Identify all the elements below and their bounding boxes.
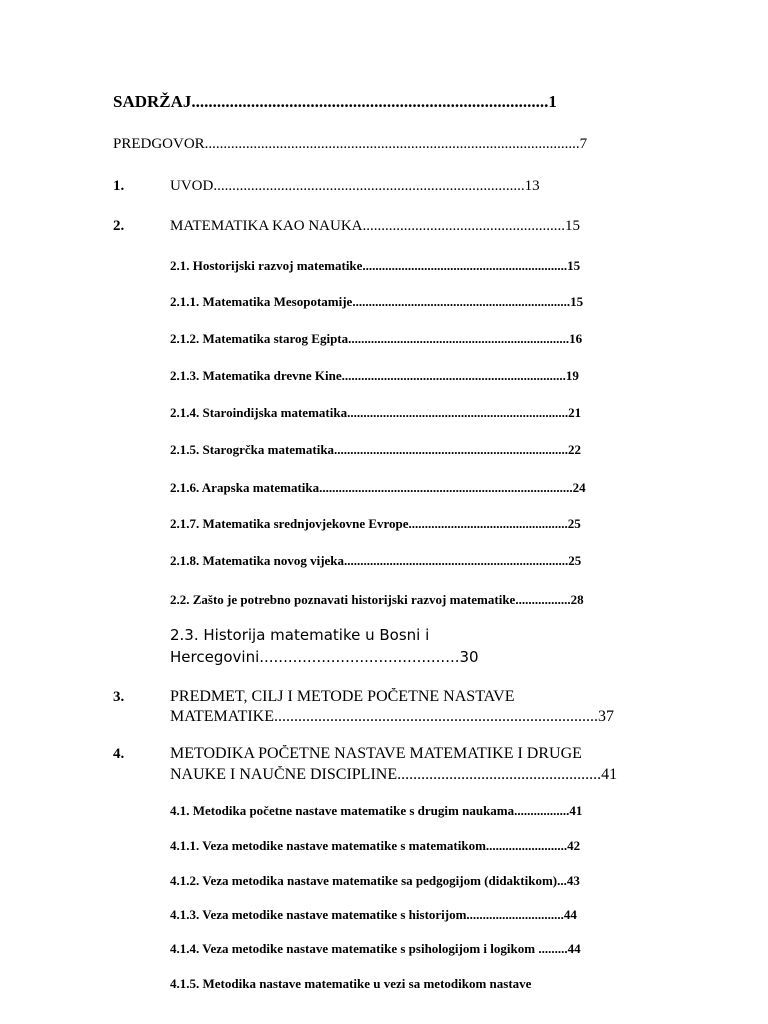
toc-predgovor: PREDGOVOR....................................................................................................7: [113, 136, 588, 152]
toc-entry: 4.1.4. Veza metodike nastave matematike s psihologijom i logikom .........44: [170, 941, 581, 956]
toc-chapter-4-line-1: METODIKA POČETNE NASTAVE MATEMATIKE I DRUGE: [170, 745, 582, 762]
toc-chapter-4-line-2: NAUKE I NAUČNE DISCIPLINE...................................................41: [170, 766, 618, 783]
toc-entry: 2.1.2. Matematika starog Egipta....................................................................16: [170, 331, 583, 346]
toc-entry: 2.2. Zašto je potrebno poznavati historijski razvoj matematike.................28: [170, 592, 584, 607]
toc-entry: 4.1. Metodika početne nastave matematike s drugim naukama.................41: [170, 803, 583, 818]
toc-uvod: UVOD...................................................................................13: [170, 178, 540, 194]
toc-number: 2.: [113, 218, 125, 234]
toc-entry: 4.1.2. Veza metodika nastave matematike sa pedgogijom (didaktikom)...43: [170, 873, 580, 888]
toc-chapter-3-line-1: PREDMET, CILJ I METODE POČETNE NASTAVE: [170, 688, 515, 705]
toc-entry: 2.1.3. Matematika drevne Kine.....................................................................19: [170, 368, 579, 383]
toc-entry: 4.1.5. Metodika nastave matematike u vezi sa metodikom nastave: [170, 976, 532, 991]
toc-entry: 2.1.8. Matematika novog vijeka.....................................................................25: [170, 553, 582, 568]
toc-entry: 4.1.1. Veza metodike nastave matematike s matematikom.........................42: [170, 838, 581, 853]
toc-number: 1.: [113, 178, 125, 194]
toc-entry: 2.1. Hostorijski razvoj matematike...............................................................15: [170, 258, 581, 273]
toc-entry: 2.1.7. Matematika srednjovjekovne Evrope.................................................25: [170, 516, 581, 531]
toc-entry: 2.1.1. Matematika Mesopotamije...................................................................15: [170, 294, 584, 309]
toc-chapter-3-line-2: MATEMATIKE.................................................................................37: [170, 708, 614, 725]
toc-entry-line-2: Hercegovini..........................................30: [170, 648, 479, 666]
toc-entry: 2.1.4. Staroindijska matematika....................................................................21: [170, 405, 582, 420]
toc-entry: 2.1.6. Arapska matematika..............................................................................24: [170, 480, 586, 495]
toc-chapter-2: MATEMATIKA KAO NAUKA......................................................15: [170, 218, 580, 234]
toc-entry: 4.1.3. Veza metodike nastave matematike s historijom..............................44: [170, 907, 577, 922]
toc-entry: 2.1.5. Starogrčka matematika........................................................................22: [170, 442, 582, 457]
toc-entry-line-1: 2.3. Historija matematike u Bosni i: [170, 626, 430, 644]
toc-sadrzaj: SADRŽAJ....................................................................................1: [113, 92, 557, 111]
toc-number: 4.: [113, 746, 125, 762]
toc-number: 3.: [113, 689, 125, 705]
